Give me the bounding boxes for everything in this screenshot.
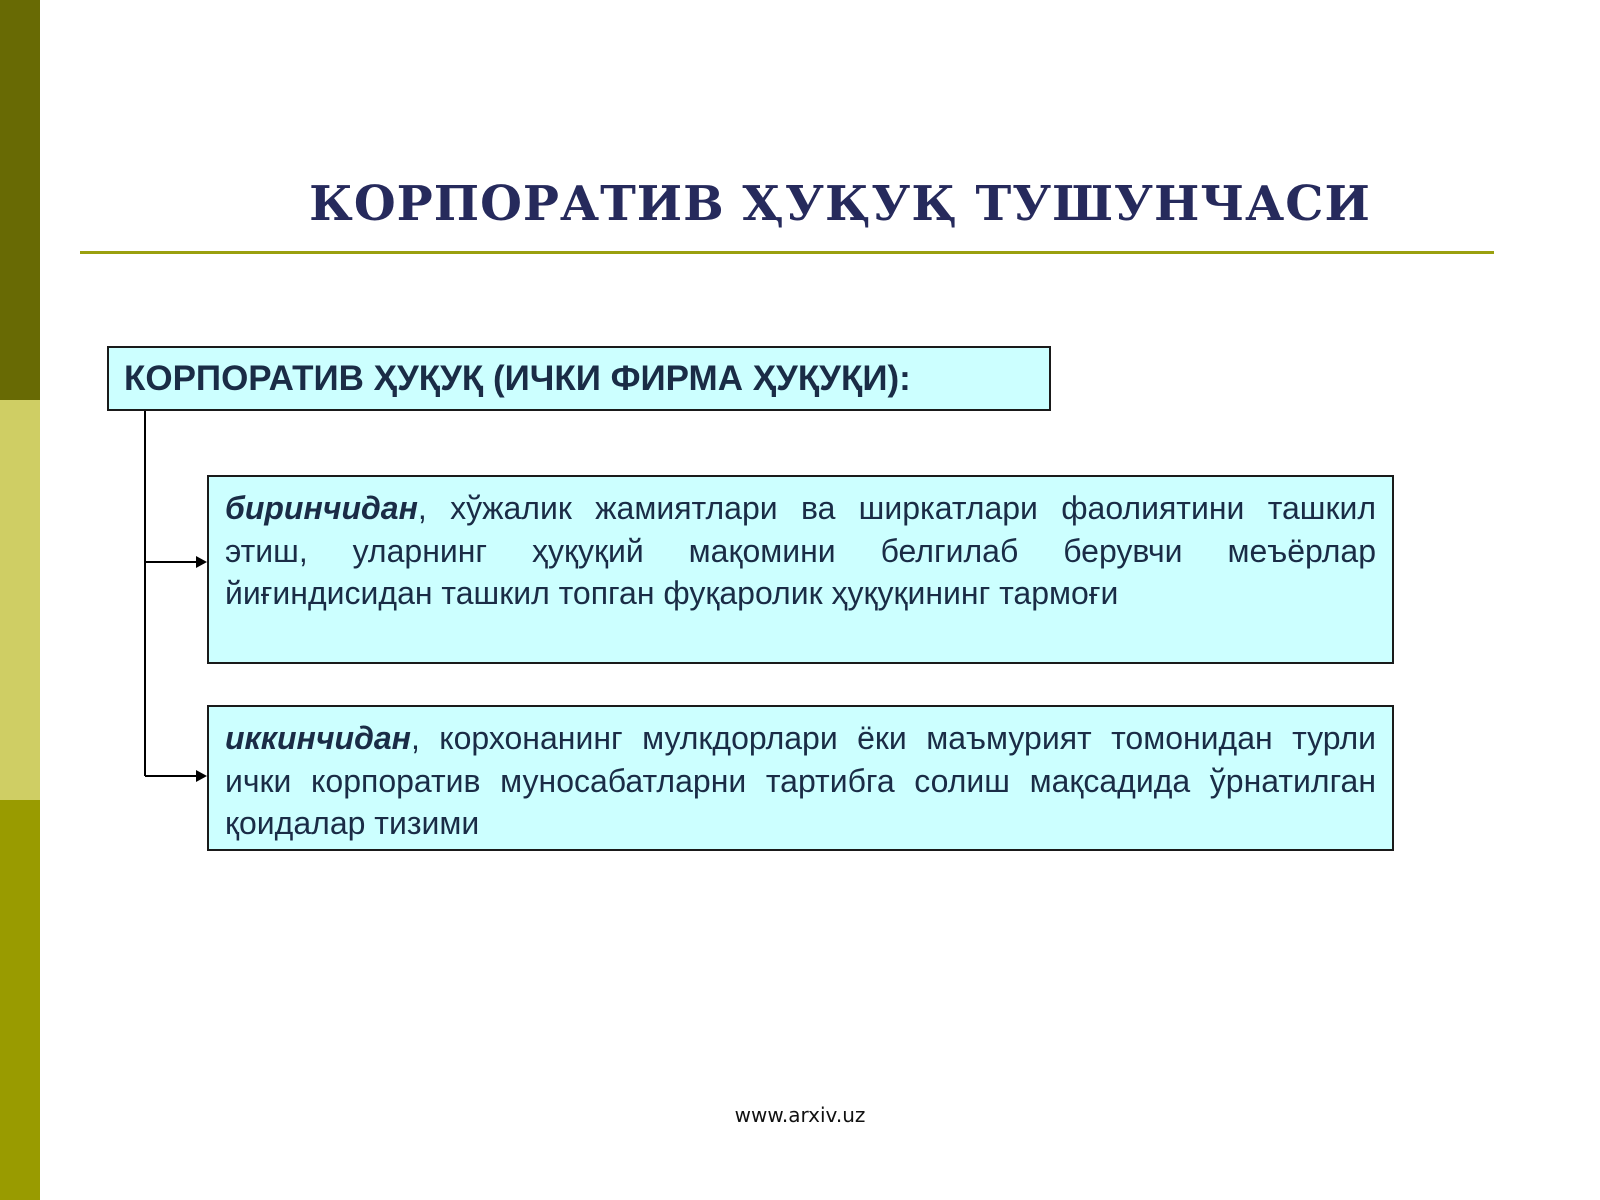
definition-header-box: КОРПОРАТИВ ҲУҚУҚ (ИЧКИ ФИРМА ҲУҚУҚИ): — [107, 346, 1051, 411]
definition-item-first — [207, 475, 1394, 664]
definition-item-second — [207, 705, 1394, 851]
footer-website: www.arxiv.uz — [734, 1103, 866, 1127]
definition-item-first-text: , хўжалик жамиятлари ва ширкатлари фаолиятини ташкил этиш, уларнинг ҳуқуқий мақомини белгилаб берувчи меъёрлар йиғиндисидан ташкил топган фуқаролик ҳуқуқининг тармоғи — [225, 490, 1376, 611]
definition-item-first-lead: биринчидан — [225, 490, 418, 526]
definition-item-second-text: , корхонанинг мулкдорлари ёки маъмурият томонидан турли ички корпоратив муносабатларни тартибга солиш мақсадида ўрнатилган қоидалар тизими — [225, 720, 1376, 841]
arrowhead-first — [196, 556, 207, 568]
definition-item-second-lead: иккинчидан — [225, 720, 411, 756]
arrowhead-second — [196, 770, 207, 782]
slide-title: КОРПОРАТИВ ҲУҚУҚ ТУШУНЧАСИ — [309, 176, 1371, 232]
